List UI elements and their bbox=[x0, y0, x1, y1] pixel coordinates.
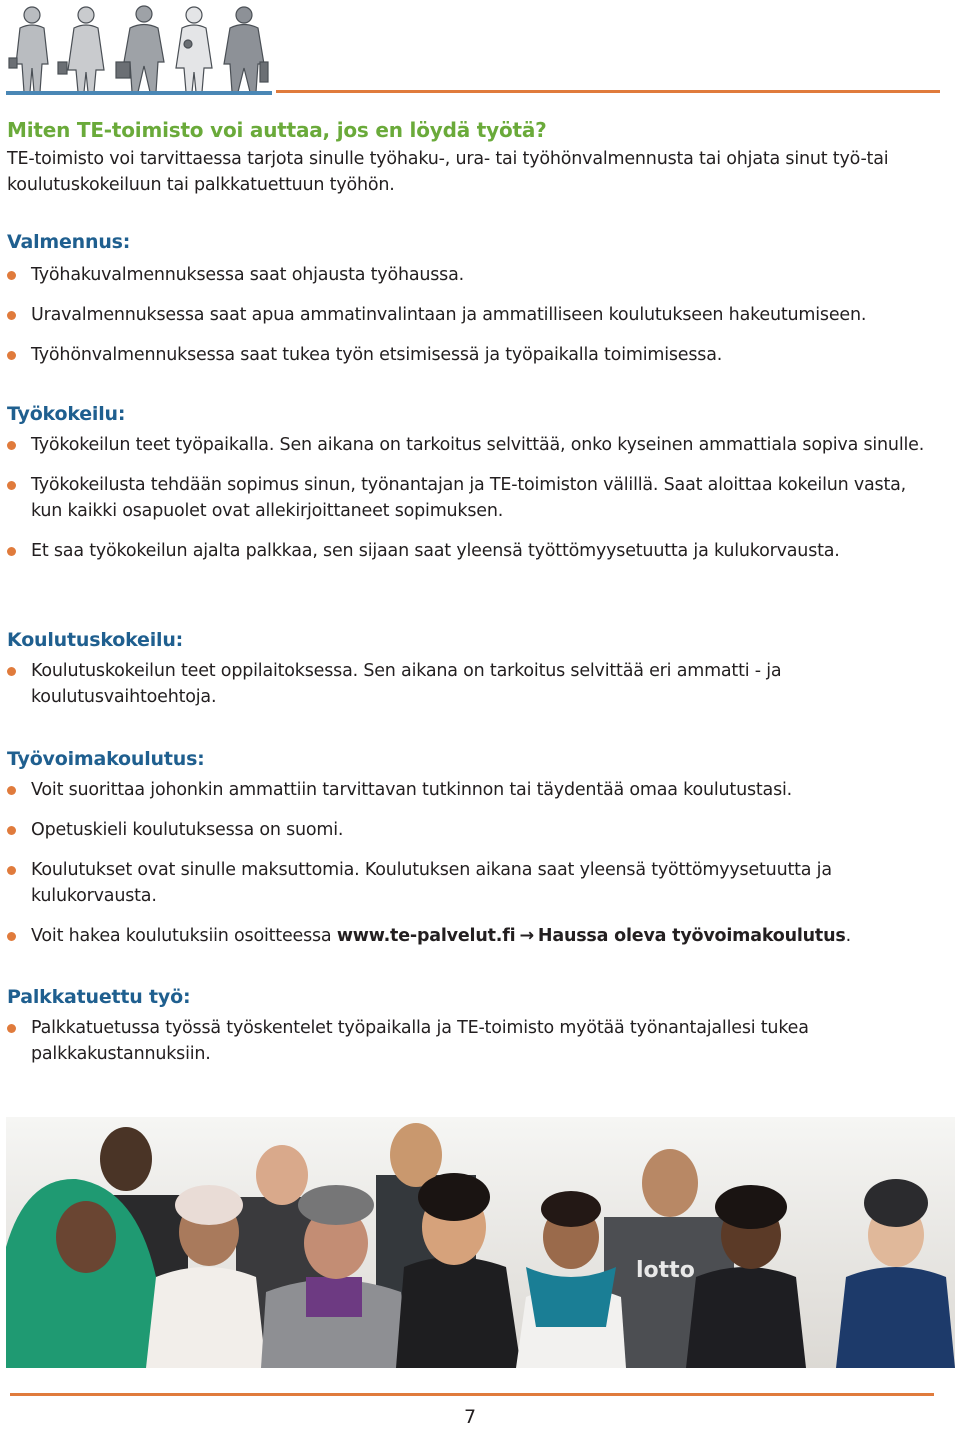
section-valmennus bbox=[7, 228, 927, 368]
list-item: Palkkatuetussa työssä työskentelet työpaikalla ja TE-toimisto myötää työnantajallesi tukea palkkakustannuksiin. bbox=[7, 1015, 927, 1067]
list-item: Työhönvalmennuksessa saat tukea työn etsimisessä ja työpaikalla toimimisessa. bbox=[7, 342, 927, 368]
group-photo bbox=[6, 1117, 955, 1368]
bullet-dot-icon bbox=[7, 786, 16, 795]
list-item: Työkokeilun teet työpaikalla. Sen aikana on tarkoitus selvittää, onko kyseinen ammattiala sopiva sinulle. bbox=[7, 432, 927, 458]
bullet-list bbox=[7, 262, 927, 368]
bullet-list bbox=[7, 432, 927, 564]
intro-paragraph: TE-toimisto voi tarvittaessa tarjota sinulle työhaku-, ura- tai työhönvalmennusta tai ohjata sinut työ-tai koulutuskokeiluun tai palkkatuettuun työhön. bbox=[7, 149, 889, 195]
footer-divider bbox=[10, 1393, 934, 1396]
section-heading: Työvoimakoulutus: bbox=[7, 748, 205, 770]
section-heading: Koulutuskokeilu: bbox=[7, 629, 184, 651]
list-item: Opetuskieli koulutuksessa on suomi. bbox=[7, 817, 927, 843]
list-item: Uravalmennuksessa saat apua ammatinvalintaan ja ammatilliseen koulutukseen hakeutumiseen. bbox=[7, 302, 927, 328]
list-item: Koulutukset ovat sinulle maksuttomia. Koulutuksen aikana saat yleensä työttömyysetuutta ja kulukorvausta. bbox=[7, 857, 927, 909]
bullet-list bbox=[7, 777, 927, 949]
bullet-dot-icon bbox=[7, 667, 16, 676]
section-heading: Palkkatuettu työ: bbox=[7, 986, 191, 1008]
bullet-dot-icon bbox=[7, 441, 16, 450]
section-koulutuskokeilu bbox=[7, 626, 927, 710]
bullet-dot-icon bbox=[7, 351, 16, 360]
section-palkkatuettu-tyo bbox=[7, 983, 927, 1067]
bullet-dot-icon bbox=[7, 271, 16, 280]
bullet-dot-icon bbox=[7, 311, 16, 320]
page-number: 7 bbox=[463, 1406, 477, 1428]
bullet-dot-icon bbox=[7, 932, 16, 941]
section-heading: Valmennus: bbox=[7, 231, 131, 253]
page-title: Miten TE-toimisto voi auttaa, jos en löydä työtä? bbox=[7, 118, 547, 142]
list-item: Työkokeilusta tehdään sopimus sinun, työnantajan ja TE-toimiston välillä. Saat aloittaa kokeilun vasta, kun kaikki osapuolet ovat allekirjoittaneet sopimuksen. bbox=[7, 472, 927, 524]
page-header bbox=[0, 0, 960, 100]
header-divider-blue bbox=[6, 91, 272, 95]
bullet-dot-icon bbox=[7, 866, 16, 875]
five-workers-figures-icon bbox=[6, 2, 272, 96]
arrow-right-icon: → bbox=[519, 926, 534, 946]
section-tyovoimakoulutus bbox=[7, 745, 927, 949]
header-divider-orange bbox=[276, 90, 940, 93]
group-photo-illustration bbox=[6, 1117, 955, 1368]
section-heading: Työkokeilu: bbox=[7, 403, 126, 425]
list-item: Voit suorittaa johonkin ammattiin tarvittavan tutkinnon tai täydentää omaa koulutustasi. bbox=[7, 777, 927, 803]
section-tyokokeilu bbox=[7, 400, 927, 564]
bullet-dot-icon bbox=[7, 547, 16, 556]
bullet-dot-icon bbox=[7, 1024, 16, 1033]
training-search-link: Haussa oleva työvoimakoulutus bbox=[537, 926, 846, 946]
svg-text:lotto: lotto bbox=[636, 1258, 695, 1283]
bullet-dot-icon bbox=[7, 826, 16, 835]
website-link[interactable]: www.te-palvelut.fi bbox=[336, 926, 516, 946]
list-item: Koulutuskokeilun teet oppilaitoksessa. Sen aikana on tarkoitus selvittää eri ammatti - ja koulutusvaihtoehtoja. bbox=[7, 658, 927, 710]
list-item: Työhakuvalmennuksessa saat ohjausta työhaussa. bbox=[7, 262, 927, 288]
bullet-list bbox=[7, 1015, 927, 1067]
list-item-website: Voit hakea koulutuksiin osoitteessa www.te-palvelut.fi → Haussa oleva työvoimakoulutus. bbox=[7, 923, 927, 949]
bullet-dot-icon bbox=[7, 481, 16, 490]
intro-block bbox=[7, 116, 927, 198]
bullet-list bbox=[7, 658, 927, 710]
list-item: Et saa työkokeilun ajalta palkkaa, sen sijaan saat yleensä työttömyysetuutta ja kulukorvausta. bbox=[7, 538, 927, 564]
